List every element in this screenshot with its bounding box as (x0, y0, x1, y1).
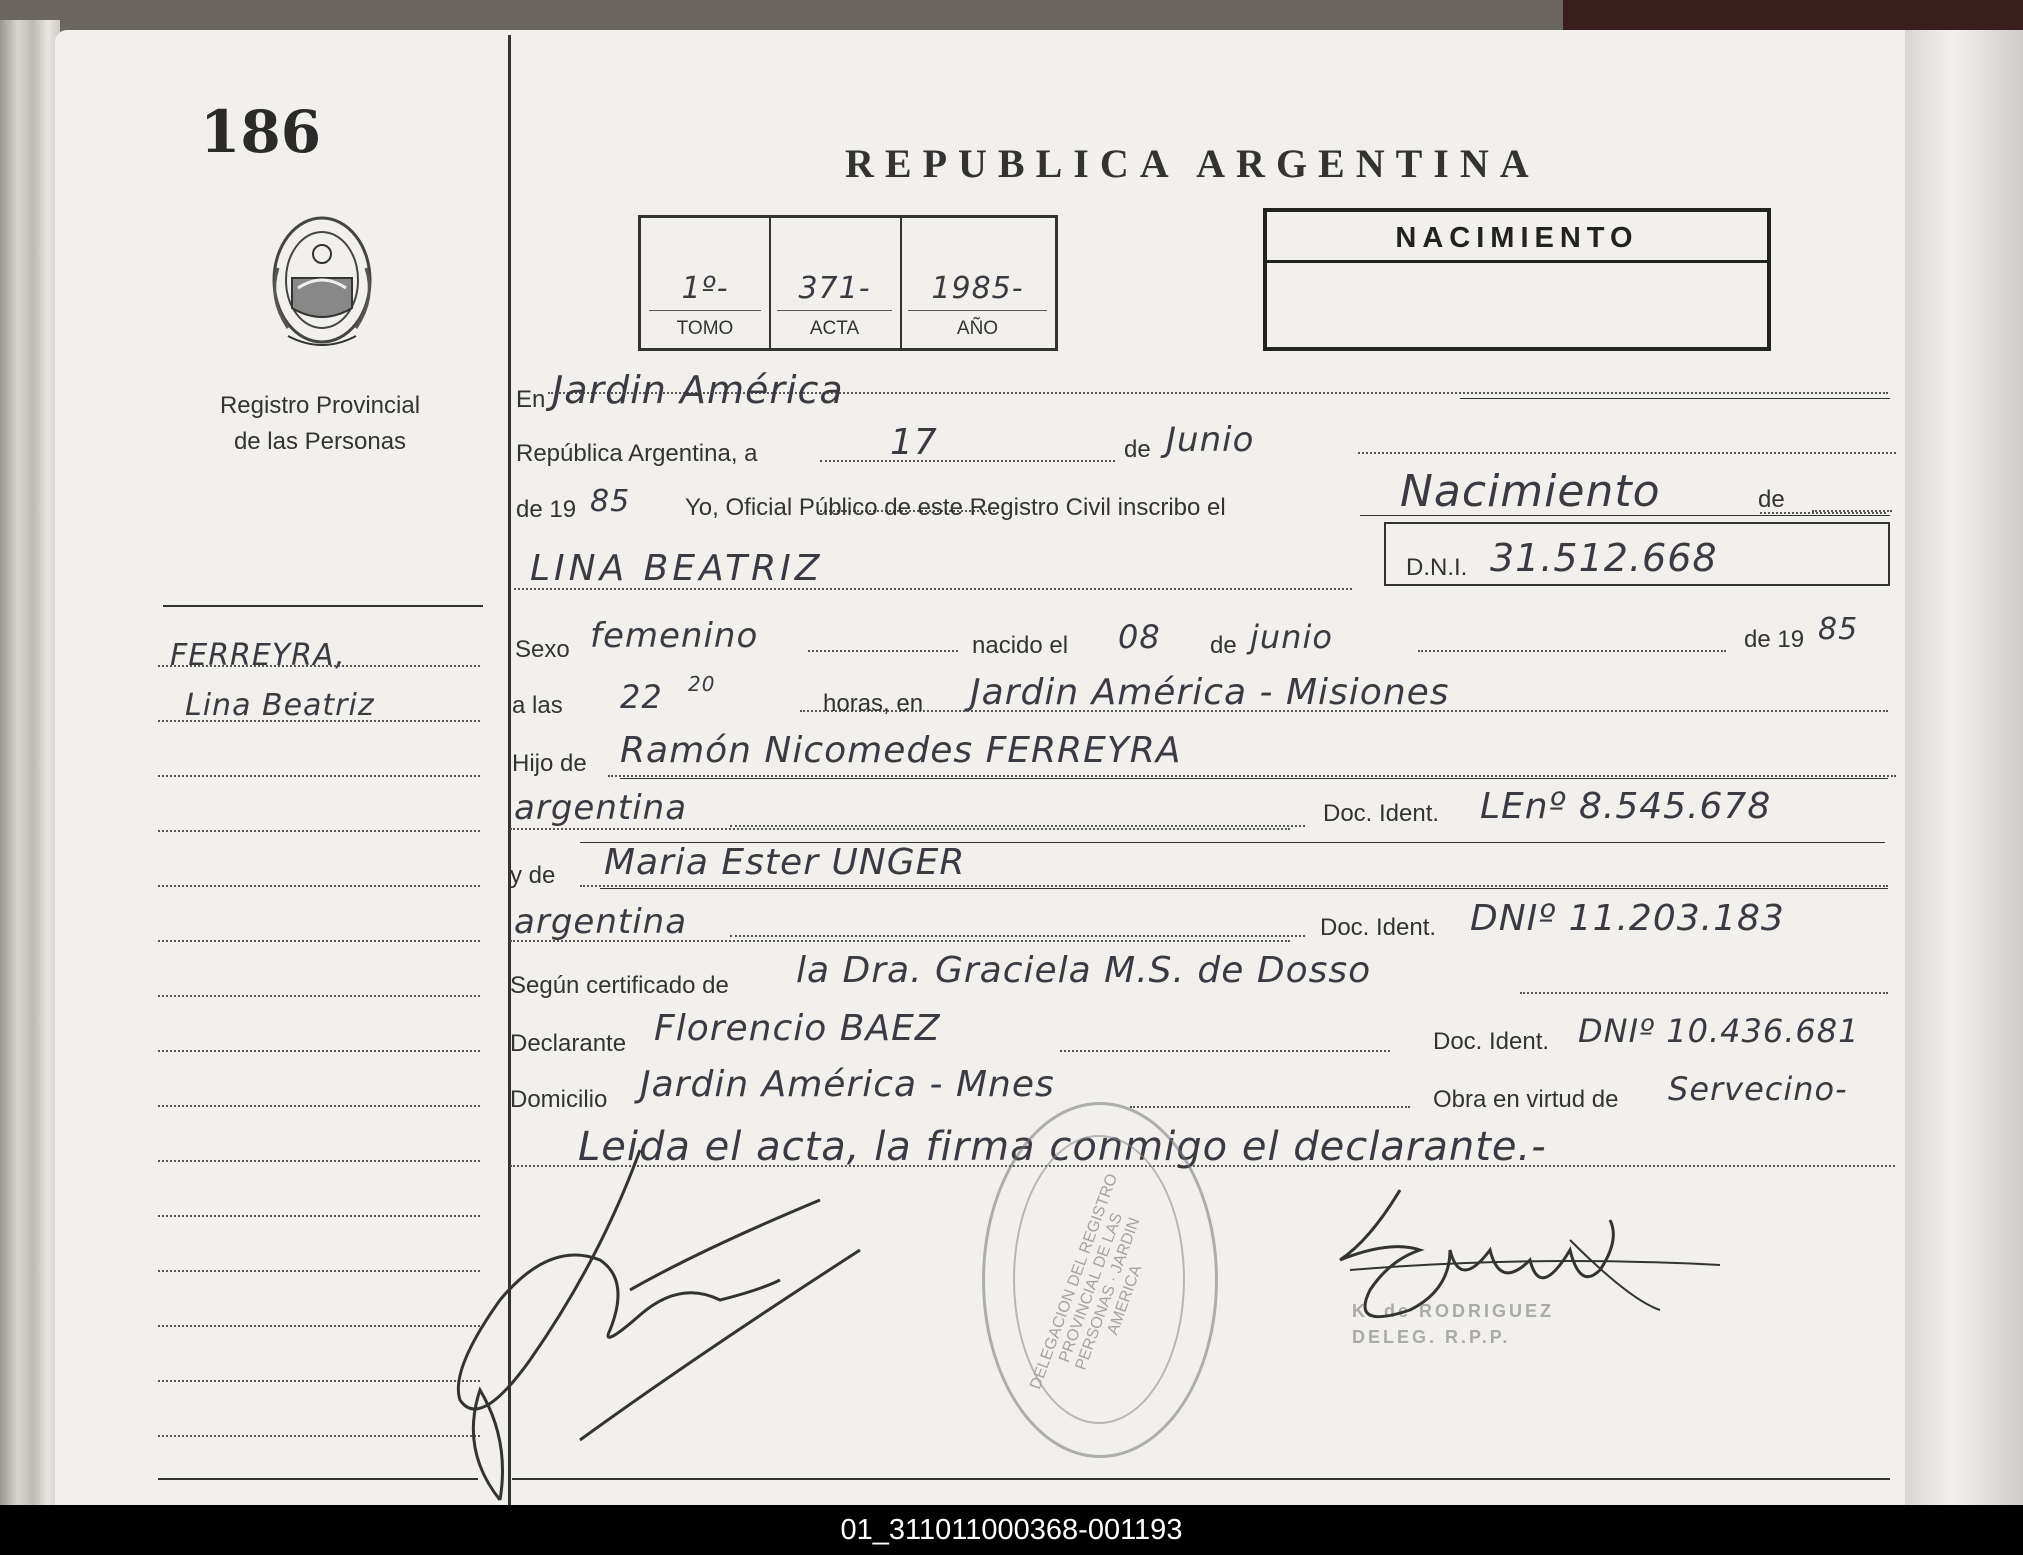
dotted-rule (1812, 510, 1892, 512)
margin-surname: FERREYRA, (170, 638, 346, 673)
dotted-rule (158, 940, 480, 942)
nacido-year: 85 (1818, 612, 1859, 647)
country-title: REPUBLICA ARGENTINA (845, 141, 1540, 186)
stamp-line-1: K. de RODRIGUEZ (1352, 1301, 1555, 1321)
month-value: Junio (1166, 420, 1255, 460)
dni-label: D.N.I. (1406, 554, 1468, 581)
year-prefix: de 19 (516, 496, 577, 523)
alas-label: a las (512, 692, 563, 719)
dotted-rule (608, 775, 1896, 777)
oficial-label: Yo, Oficial Público de este Registro Civil inscribo el (685, 494, 1226, 521)
dotted-rule (1060, 1050, 1390, 1052)
dotted-rule (158, 1380, 480, 1382)
dotted-rule (808, 650, 958, 652)
hijo-label: Hijo de (512, 750, 587, 777)
republica-label: República Argentina, a (516, 440, 758, 467)
declarante-name: Florencio BAEZ (654, 1008, 941, 1049)
underline-rule (620, 778, 1888, 779)
segun-label: Según certificado de (510, 972, 729, 999)
declarante-signature (440, 1140, 1000, 1510)
en-value: Jardin América (552, 368, 844, 412)
dotted-rule (730, 825, 1305, 827)
dni-value: 31.512.668 (1490, 536, 1718, 580)
dotted-rule (158, 1050, 480, 1052)
dotted-rule (730, 935, 1305, 937)
dotted-rule (158, 1105, 480, 1107)
tomo-underline (649, 310, 761, 311)
mother-doc-label: Doc. Ident. (1320, 914, 1437, 941)
dotted-rule (158, 1160, 480, 1162)
acta-value: 371- (798, 271, 871, 306)
registry-seal (982, 1102, 1218, 1458)
dotted-rule (158, 1435, 480, 1437)
dotted-rule (158, 830, 480, 832)
birth-place: Jardin América - Misiones (970, 672, 1450, 713)
dotted-rule (1130, 1106, 1410, 1108)
en-label: En (516, 386, 546, 413)
hour-value: 22 (620, 678, 663, 716)
nacido-label: nacido el (972, 632, 1069, 659)
dotted-rule (158, 1215, 480, 1217)
page-number: 186 (200, 98, 322, 166)
acta-label: ACTA (809, 318, 860, 339)
month-de-label: de (1124, 436, 1151, 463)
book-page-edges (0, 20, 60, 1505)
nacido-day: 08 (1118, 618, 1161, 656)
record-type-separator (1267, 260, 1767, 263)
misiones-crest-icon (258, 208, 386, 356)
year-suffix: 85 (590, 484, 631, 519)
child-name: LINA BEATRIZ (530, 548, 824, 589)
mother-doc: DNIº 11.203.183 (1470, 898, 1785, 939)
yde-label: y de (510, 862, 556, 889)
registry-line-2: de las Personas (233, 428, 407, 455)
margin-rule (163, 605, 483, 607)
inscribo-value: Nacimiento (1400, 466, 1661, 517)
tomo-value: 1º- (681, 271, 729, 306)
nacido-de-label: de (1210, 632, 1237, 659)
dotted-rule (158, 885, 480, 887)
margin-bottom-rule (158, 1478, 478, 1480)
officer-signature (1330, 1180, 1750, 1360)
dotted-rule (158, 1325, 480, 1327)
father-doc: LEnº 8.545.678 (1480, 786, 1772, 827)
obra-label: Obra en virtud de (1433, 1086, 1619, 1113)
sexo-label: Sexo (515, 636, 570, 663)
certificate-issuer: la Dra. Graciela M.S. de Dosso (796, 950, 1372, 991)
father-doc-label: Doc. Ident. (1323, 800, 1440, 827)
tomo-label: TOMO (676, 318, 734, 339)
dotted-rule (158, 720, 480, 722)
stamp-line-2: DELEG. R.P.P. (1352, 1327, 1511, 1347)
anio-label: AÑO (956, 318, 999, 339)
mother-name: Maria Ester UNGER (604, 842, 966, 883)
dotted-rule (1358, 452, 1896, 454)
minutes-value: 20 (688, 672, 716, 696)
anio-underline (908, 310, 1047, 311)
acta-cell (769, 218, 902, 348)
father-name: Ramón Nicomedes FERREYRA (620, 730, 1182, 771)
inscribo-de-label: de (1758, 486, 1785, 513)
dotted-rule (158, 775, 480, 777)
domicilio-value: Jardin América - Mnes (640, 1064, 1055, 1105)
registry-line-1: Registro Provincial (219, 392, 421, 419)
nacido-year-prefix: de 19 (1744, 626, 1805, 653)
record-type: NACIMIENTO (1395, 222, 1639, 254)
tomo-cell (641, 218, 771, 348)
acta-underline (777, 310, 892, 311)
dotted-rule (1520, 992, 1888, 994)
closing-statement: Leida el acta, la firma conmigo el declarante.- (578, 1124, 1547, 1170)
record-type-box (1263, 208, 1771, 351)
obra-value: Servecino- (1668, 1070, 1848, 1108)
seal-text: DELEGACION DEL REGISTRO PROVINCIAL DE LAS PERSONAS · JARDIN AMERICA (1027, 1171, 1146, 1392)
dotted-rule (510, 828, 1290, 830)
footer-document-id: 01_311011000368-001193 (0, 1505, 2023, 1555)
registry-name (185, 388, 455, 460)
right-page-edge (1905, 30, 2023, 1505)
dotted-rule (158, 995, 480, 997)
dotted-rule (580, 885, 1888, 887)
nacido-month: junio (1250, 618, 1333, 656)
horas-label: horas, en (823, 690, 924, 717)
anio-value: 1985- (931, 271, 1024, 306)
underline-rule (1460, 398, 1890, 399)
dotted-rule (158, 665, 480, 667)
declarante-doc: DNIº 10.436.681 (1578, 1012, 1860, 1050)
dotted-rule (1418, 650, 1726, 652)
book-reference-box (638, 215, 1058, 351)
domicilio-label: Domicilio (510, 1086, 608, 1113)
underline-rule (600, 888, 1888, 889)
day-value: 17 (890, 422, 938, 463)
father-nationality: argentina (514, 788, 688, 828)
declarante-doc-label: Doc. Ident. (1433, 1028, 1550, 1055)
declarante-label: Declarante (510, 1030, 627, 1057)
mother-nationality: argentina (514, 902, 688, 942)
anio-cell (900, 218, 1055, 348)
margin-given-name: Lina Beatriz (185, 688, 375, 723)
dotted-rule (820, 460, 1115, 462)
sexo-value: femenino (590, 616, 759, 656)
dotted-rule (158, 1270, 480, 1272)
